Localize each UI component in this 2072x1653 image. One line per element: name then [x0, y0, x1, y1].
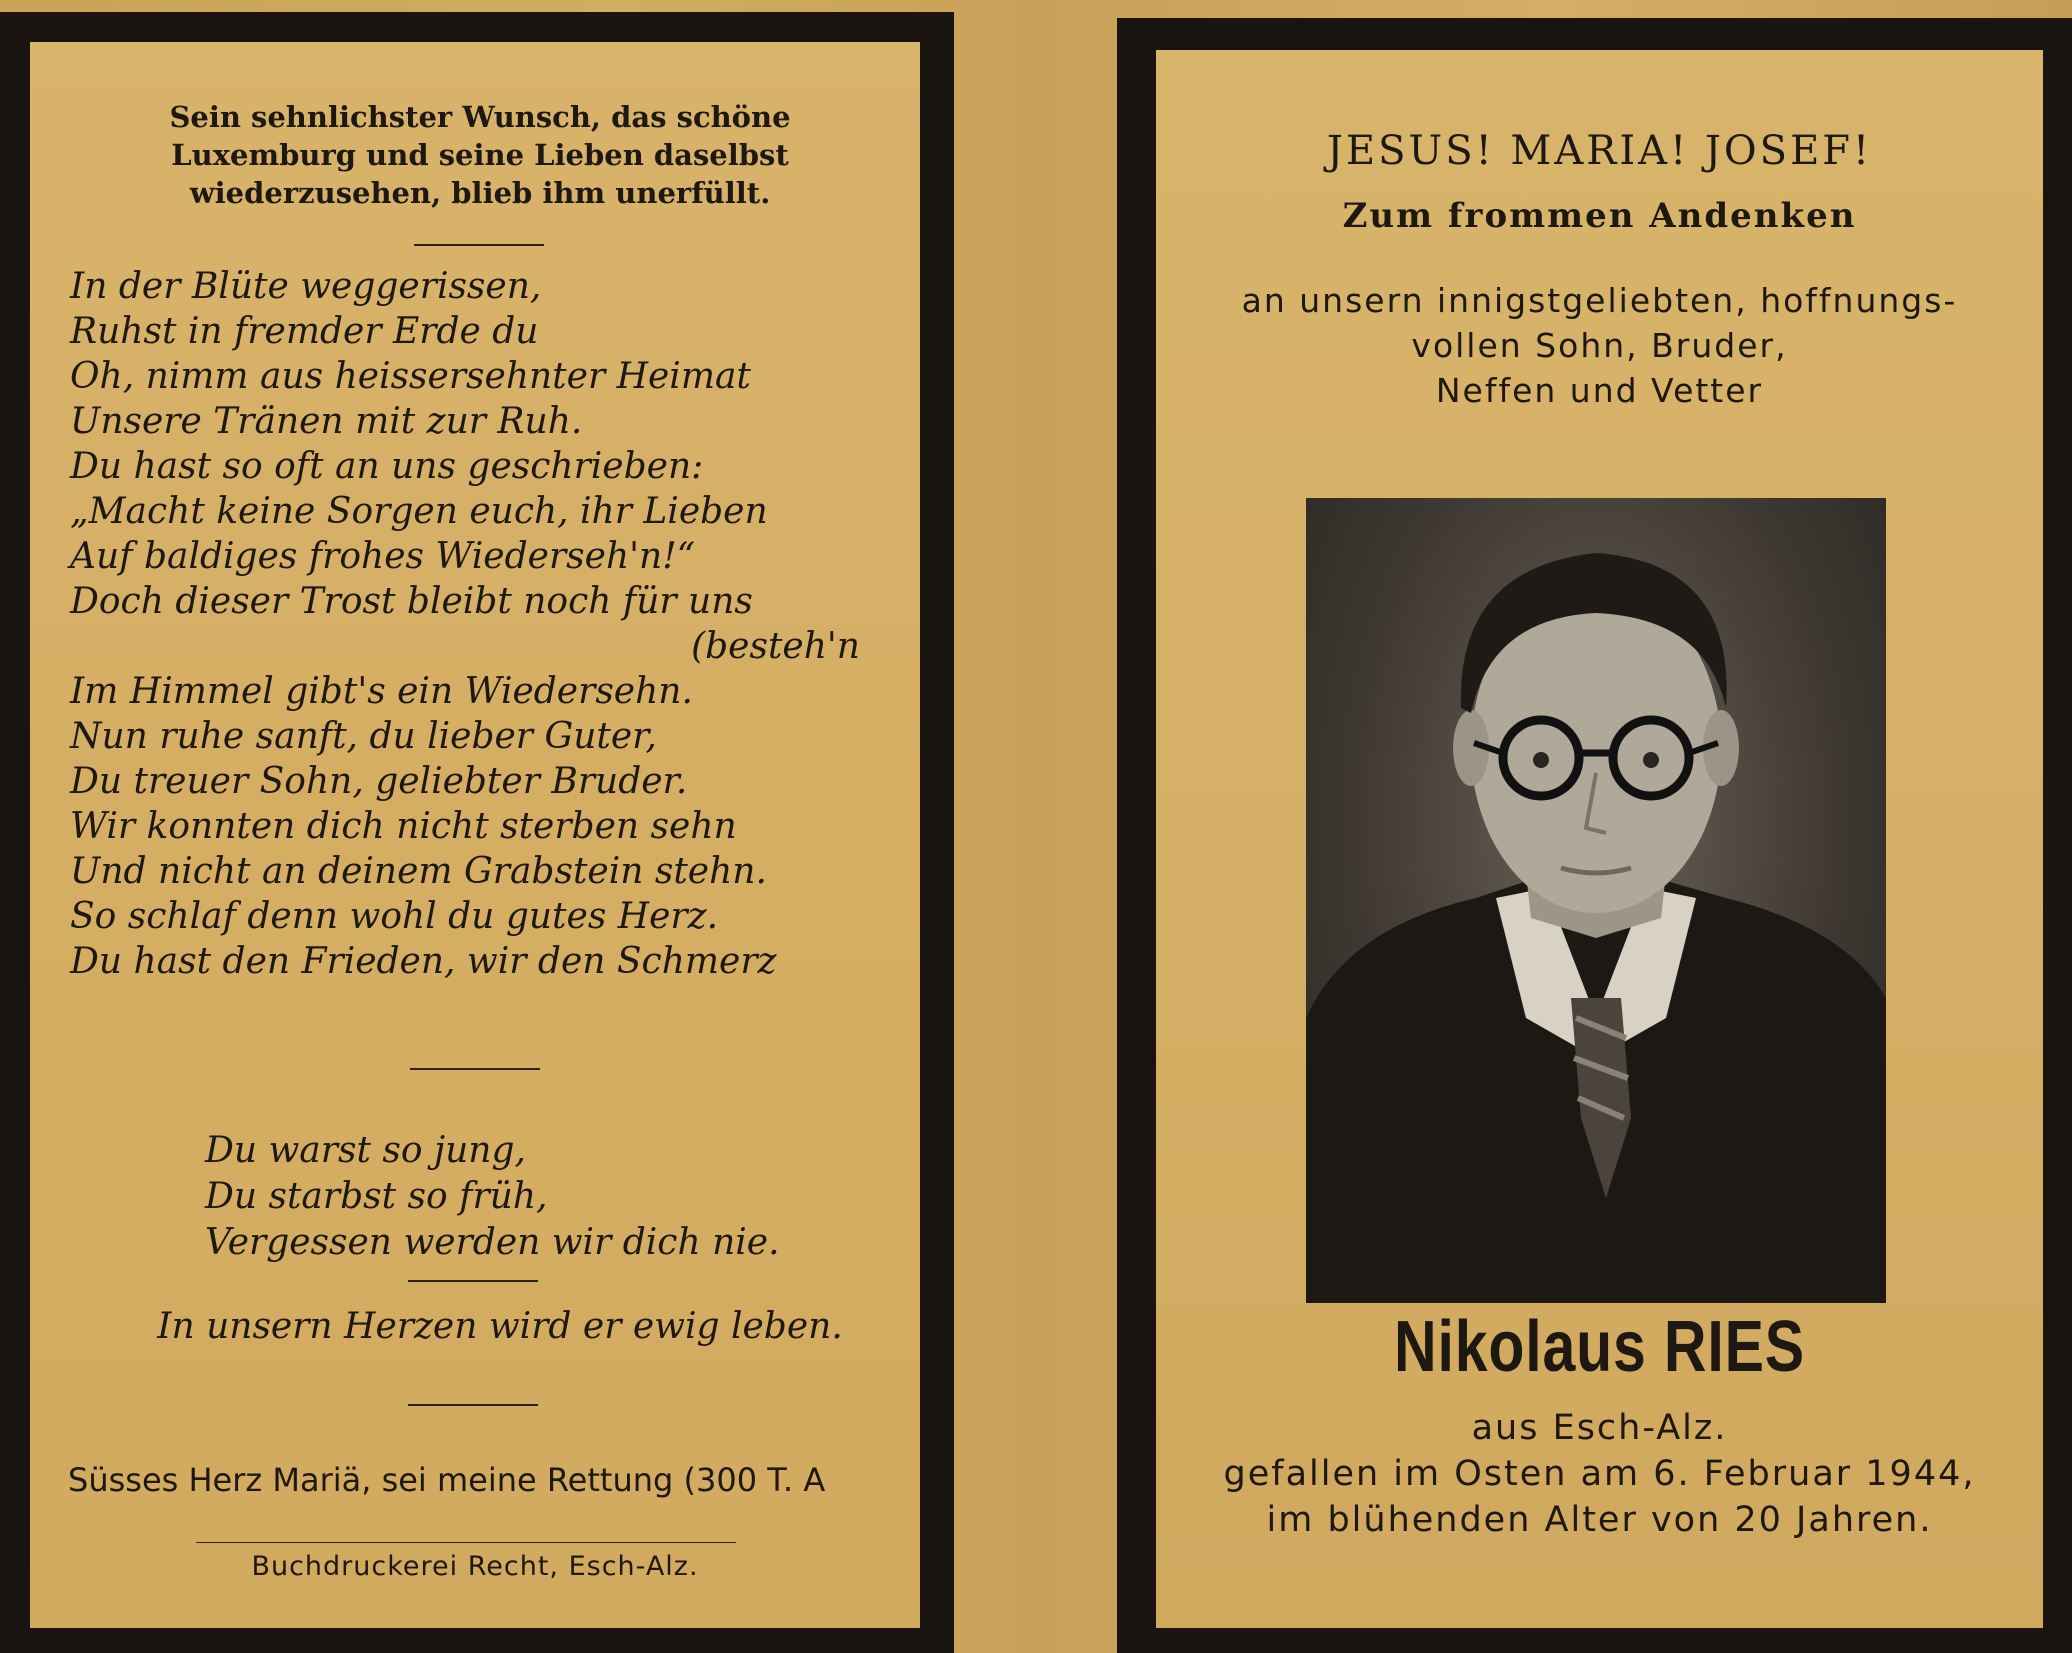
short-poem-line: Du warst so jung, — [205, 1130, 526, 1171]
prayer-line: Süsses Herz Mariä, sei meine Rettung (300 T. A — [68, 1461, 826, 1499]
right-card-panel — [1156, 50, 2043, 1628]
wish-line: Sein sehnlichster Wunsch, das schöne — [169, 100, 791, 134]
poem-line: So schlaf denn wohl du gutes Herz. — [70, 896, 719, 937]
details-line: im blühenden Alter von 20 Jahren. — [1266, 1500, 1933, 1540]
death-details — [1156, 1405, 2043, 1543]
poem-line: (besteh'n — [691, 626, 860, 667]
details-line: gefallen im Osten am 6. Februar 1944, — [1223, 1454, 1976, 1494]
divider — [414, 244, 544, 246]
card-subheading: Zum frommen Andenken — [1342, 196, 1857, 236]
poem-line: Du hast so oft an uns geschrieben: — [70, 446, 704, 487]
poem-line: Und nicht an deinem Grabstein stehn. — [70, 851, 767, 892]
poem-line: Ruhst in fremder Erde du — [70, 311, 539, 352]
poem-line: Unsere Tränen mit zur Ruh. — [70, 401, 583, 442]
left-card-panel — [30, 42, 920, 1628]
dedication-line: vollen Sohn, Bruder, — [1411, 326, 1788, 365]
poem-line: Du hast den Frieden, wir den Schmerz — [70, 941, 777, 982]
wish-line: wiederzusehen, blieb ihm unerfüllt. — [189, 176, 771, 210]
printer-rule — [196, 1542, 736, 1543]
poem — [70, 264, 890, 984]
dedication-line: an unsern innigstgeliebten, hoffnungs- — [1241, 281, 1958, 320]
portrait-figure — [1306, 498, 1886, 1303]
divider — [408, 1404, 538, 1406]
short-poem — [205, 1128, 845, 1266]
poem-line: Im Himmel gibt's ein Wiedersehn. — [70, 671, 693, 712]
poem-line: Du treuer Sohn, geliebter Bruder. — [70, 761, 688, 802]
left-card-border — [0, 12, 954, 1653]
portrait-photo — [1306, 498, 1886, 1303]
poem-line: Auf baldiges frohes Wiederseh'n!“ — [70, 536, 696, 577]
card-heading: JESUS! MARIA! JOSEF! — [1326, 128, 1873, 174]
details-line: aus Esch-Alz. — [1471, 1408, 1728, 1448]
wish-line: Luxemburg und seine Lieben daselbst — [171, 138, 789, 172]
wish-text — [130, 98, 830, 212]
poem-line: Nun ruhe sanft, du lieber Guter, — [70, 716, 657, 757]
short-poem-line: Du starbst so früh, — [205, 1176, 548, 1217]
dedication — [1156, 278, 2043, 413]
short-poem-line: Vergessen werden wir dich nie. — [205, 1222, 780, 1263]
divider — [408, 1280, 538, 1282]
poem-line: Doch dieser Trost bleibt noch für uns — [70, 581, 753, 622]
poem-line: Wir konnten dich nicht sterben sehn — [70, 806, 737, 847]
printer-credit: Buchdruckerei Recht, Esch-Alz. — [251, 1551, 699, 1582]
eternal-life-line: In unsern Herzen wird er ewig leben. — [157, 1306, 843, 1347]
right-card-border — [1117, 18, 2072, 1653]
dedication-line: Neffen und Vetter — [1435, 371, 1764, 410]
poem-line: „Macht keine Sorgen euch, ihr Lieben — [70, 491, 768, 532]
divider — [410, 1068, 540, 1070]
poem-line: In der Blüte weggerissen, — [70, 266, 542, 307]
deceased-name: Nikolaus RIES — [1394, 1307, 1805, 1387]
poem-line: Oh, nimm aus heissersehnter Heimat — [70, 356, 751, 397]
